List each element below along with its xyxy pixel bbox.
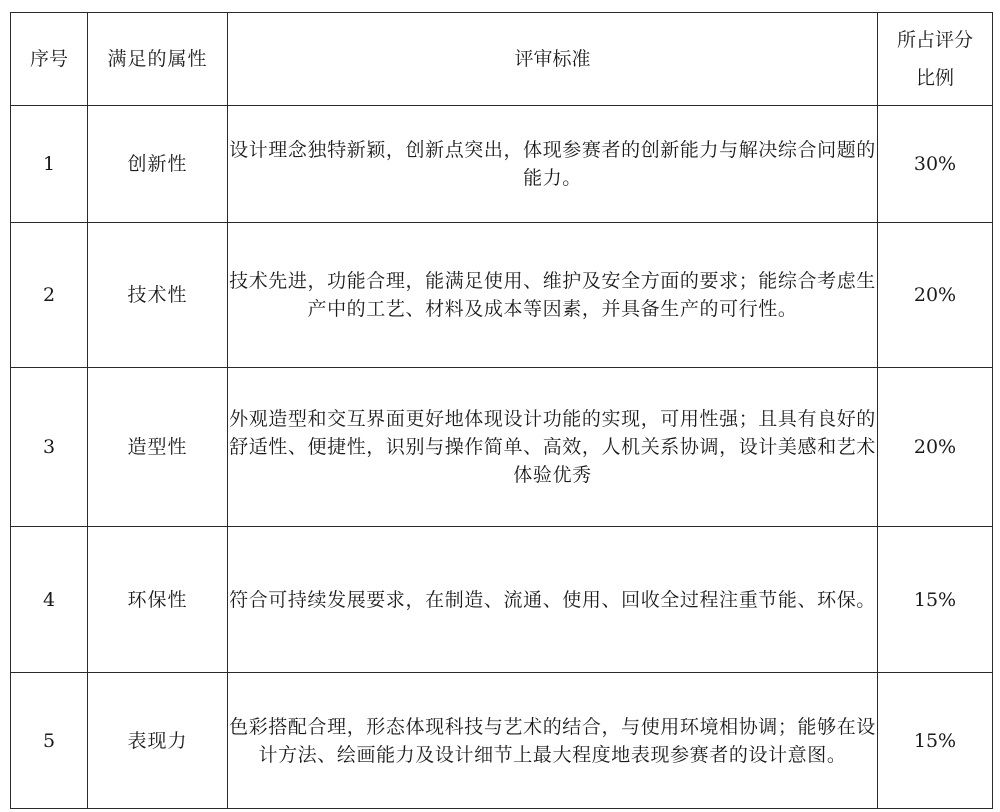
row-criteria: 色彩搭配合理，形态体现科技与艺术的结合，与使用环境相协调；能够在设计方法、绘画能力及设计细节上最大程度地表现参赛者的设计意图。 bbox=[228, 673, 878, 809]
header-ratio-line1: 所占评分 bbox=[896, 29, 973, 51]
row-num: 5 bbox=[11, 673, 88, 809]
table-row bbox=[11, 673, 993, 809]
table-row bbox=[11, 527, 993, 673]
table-row bbox=[11, 106, 993, 223]
row-num: 3 bbox=[11, 368, 88, 527]
row-attribute: 技术性 bbox=[88, 223, 228, 368]
row-criteria: 符合可持续发展要求，在制造、流通、使用、回收全过程注重节能、环保。 bbox=[228, 527, 878, 673]
scoring-criteria-table bbox=[10, 12, 993, 809]
header-ratio bbox=[878, 13, 993, 106]
header-num: 序号 bbox=[11, 13, 88, 106]
row-ratio: 15% bbox=[878, 527, 993, 673]
table-row bbox=[11, 223, 993, 368]
row-criteria: 技术先进，功能合理，能满足使用、维护及安全方面的要求；能综合考虑生产中的工艺、材料及成本等因素，并具备生产的可行性。 bbox=[228, 223, 878, 368]
row-attribute: 创新性 bbox=[88, 106, 228, 223]
row-num: 1 bbox=[11, 106, 88, 223]
header-attribute: 满足的属性 bbox=[88, 13, 228, 106]
row-ratio: 20% bbox=[878, 368, 993, 527]
row-ratio: 20% bbox=[878, 223, 993, 368]
table-header-row bbox=[11, 13, 993, 106]
row-num: 4 bbox=[11, 527, 88, 673]
row-criteria: 外观造型和交互界面更好地体现设计功能的实现，可用性强；且具有良好的舒适性、便捷性，识别与操作简单、高效，人机关系协调，设计美感和艺术体验优秀 bbox=[228, 368, 878, 527]
row-ratio: 30% bbox=[878, 106, 993, 223]
header-ratio-line2: 比例 bbox=[915, 67, 954, 89]
table-row bbox=[11, 368, 993, 527]
row-attribute: 造型性 bbox=[88, 368, 228, 527]
row-attribute: 环保性 bbox=[88, 527, 228, 673]
header-criteria: 评审标准 bbox=[228, 13, 878, 106]
row-num: 2 bbox=[11, 223, 88, 368]
row-criteria: 设计理念独特新颖，创新点突出，体现参赛者的创新能力与解决综合问题的能力。 bbox=[228, 106, 878, 223]
row-ratio: 15% bbox=[878, 673, 993, 809]
row-attribute: 表现力 bbox=[88, 673, 228, 809]
